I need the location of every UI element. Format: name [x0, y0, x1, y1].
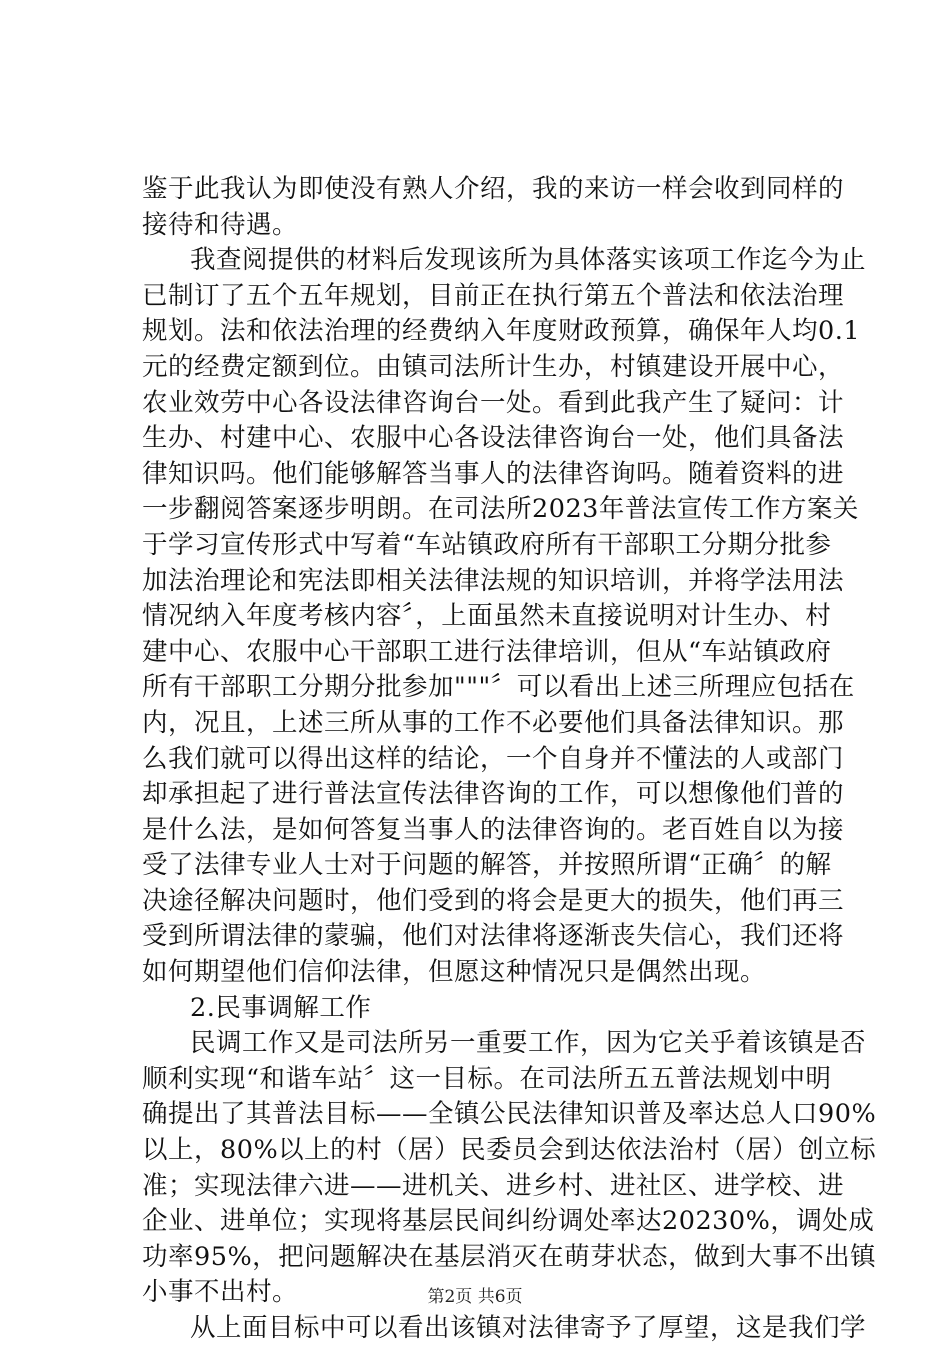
text-line: 于学习宣传形式中写着“车站镇政府所有干部职工分期分批参: [142, 529, 832, 560]
text-line: 农业效劳中心各设法律咨询台一处。看到此我产生了疑问：计: [142, 387, 845, 418]
text-line: 小事不出村。: [142, 1277, 299, 1308]
text-line: 2.民事调解工作: [190, 992, 372, 1023]
page-footer: [0, 1286, 950, 1308]
text-line: 顺利实现“和谐车站〞这一目标。在司法所五五普法规划中明: [142, 1063, 832, 1094]
text-line: 受到所谓法律的蒙骗，他们对法律将逐渐丧失信心，我们还将: [142, 921, 845, 952]
text-line: 情况纳入年度考核内容〞，上面虽然未直接说明对计生办、村: [142, 601, 832, 632]
text-line: 准；实现法律六进——进机关、进乡村、进社区、进学校、进: [142, 1170, 845, 1201]
text-line: 元的经费定额到位。由镇司法所计生办，村镇建设开展中心，: [142, 351, 845, 382]
text-line: 我查阅提供的材料后发现该所为具体落实该项工作迄今为止: [190, 245, 867, 276]
text-line: 律知识吗。他们能够解答当事人的法律咨询吗。随着资料的进: [142, 458, 845, 489]
text-line: 却承担起了进行普法宣传法律咨询的工作，可以想像他们普的: [142, 779, 845, 810]
text-line: 鉴于此我认为即使没有熟人介绍，我的来访一样会收到同样的: [142, 174, 845, 204]
text-line: 一步翻阅答案逐步明朗。在司法所2023年普法宣传工作方案关: [142, 494, 859, 525]
text-line: 功率95%，把问题解决在基层消灭在萌芽状态，做到大事不出镇: [142, 1241, 877, 1272]
text-line: 受了法律专业人士对于问题的解答，并按照所谓“正确〞的解: [142, 850, 832, 881]
text-line: 规划。法和依法治理的经费纳入年度财政预算，确保年人均0.1: [142, 316, 861, 347]
text-line: 内，况且，上述三所从事的工作不必要他们具备法律知识。那: [142, 707, 845, 738]
document-body: [142, 172, 877, 1347]
text-line: 以上，80%以上的村（居）民委员会到达依法治村（居）创立标: [142, 1135, 877, 1166]
text-line: 是什么法，是如何答复当事人的法律咨询的。老百姓自以为接: [142, 814, 845, 845]
text-line: 确提出了其普法目标——全镇公民法律知识普及率达总人口90%: [142, 1099, 877, 1130]
text-line: 接待和待遇。: [142, 209, 299, 240]
text-line: 么我们就可以得出这样的结论，一个自身并不懂法的人或部门: [142, 743, 845, 774]
text-line: 如何期望他们信仰法律，但愿这种情况只是偶然出现。: [142, 957, 767, 988]
text-line: 建中心、农服中心干部职工进行法律培训，但从“车站镇政府: [142, 636, 832, 667]
text-line: 加法治理论和宪法即相关法律法规的知识培训，并将学法用法: [142, 565, 845, 596]
text-line: 从上面目标中可以看出该镇对法律寄予了厚望，这是我们学: [190, 1313, 867, 1343]
text-line: 生办、村建中心、农服中心各设法律咨询台一处，他们具备法: [142, 423, 845, 454]
text-line: 所有干部职工分期分批参加"""〞可以看出上述三所理应包括在: [142, 672, 855, 703]
text-line: 企业、进单位；实现将基层民间纠纷调处率达20230%，调处成: [142, 1206, 875, 1237]
text-line: 决途径解决问题时，他们受到的将会是更大的损失，他们再三: [142, 885, 845, 916]
page-number-label: 第2页 共6页: [427, 1287, 523, 1307]
text-line: 民调工作又是司法所另一重要工作，因为它关乎着该镇是否: [190, 1028, 867, 1059]
text-line: 已制订了五个五年规划，目前正在执行第五个普法和依法治理: [142, 280, 845, 311]
